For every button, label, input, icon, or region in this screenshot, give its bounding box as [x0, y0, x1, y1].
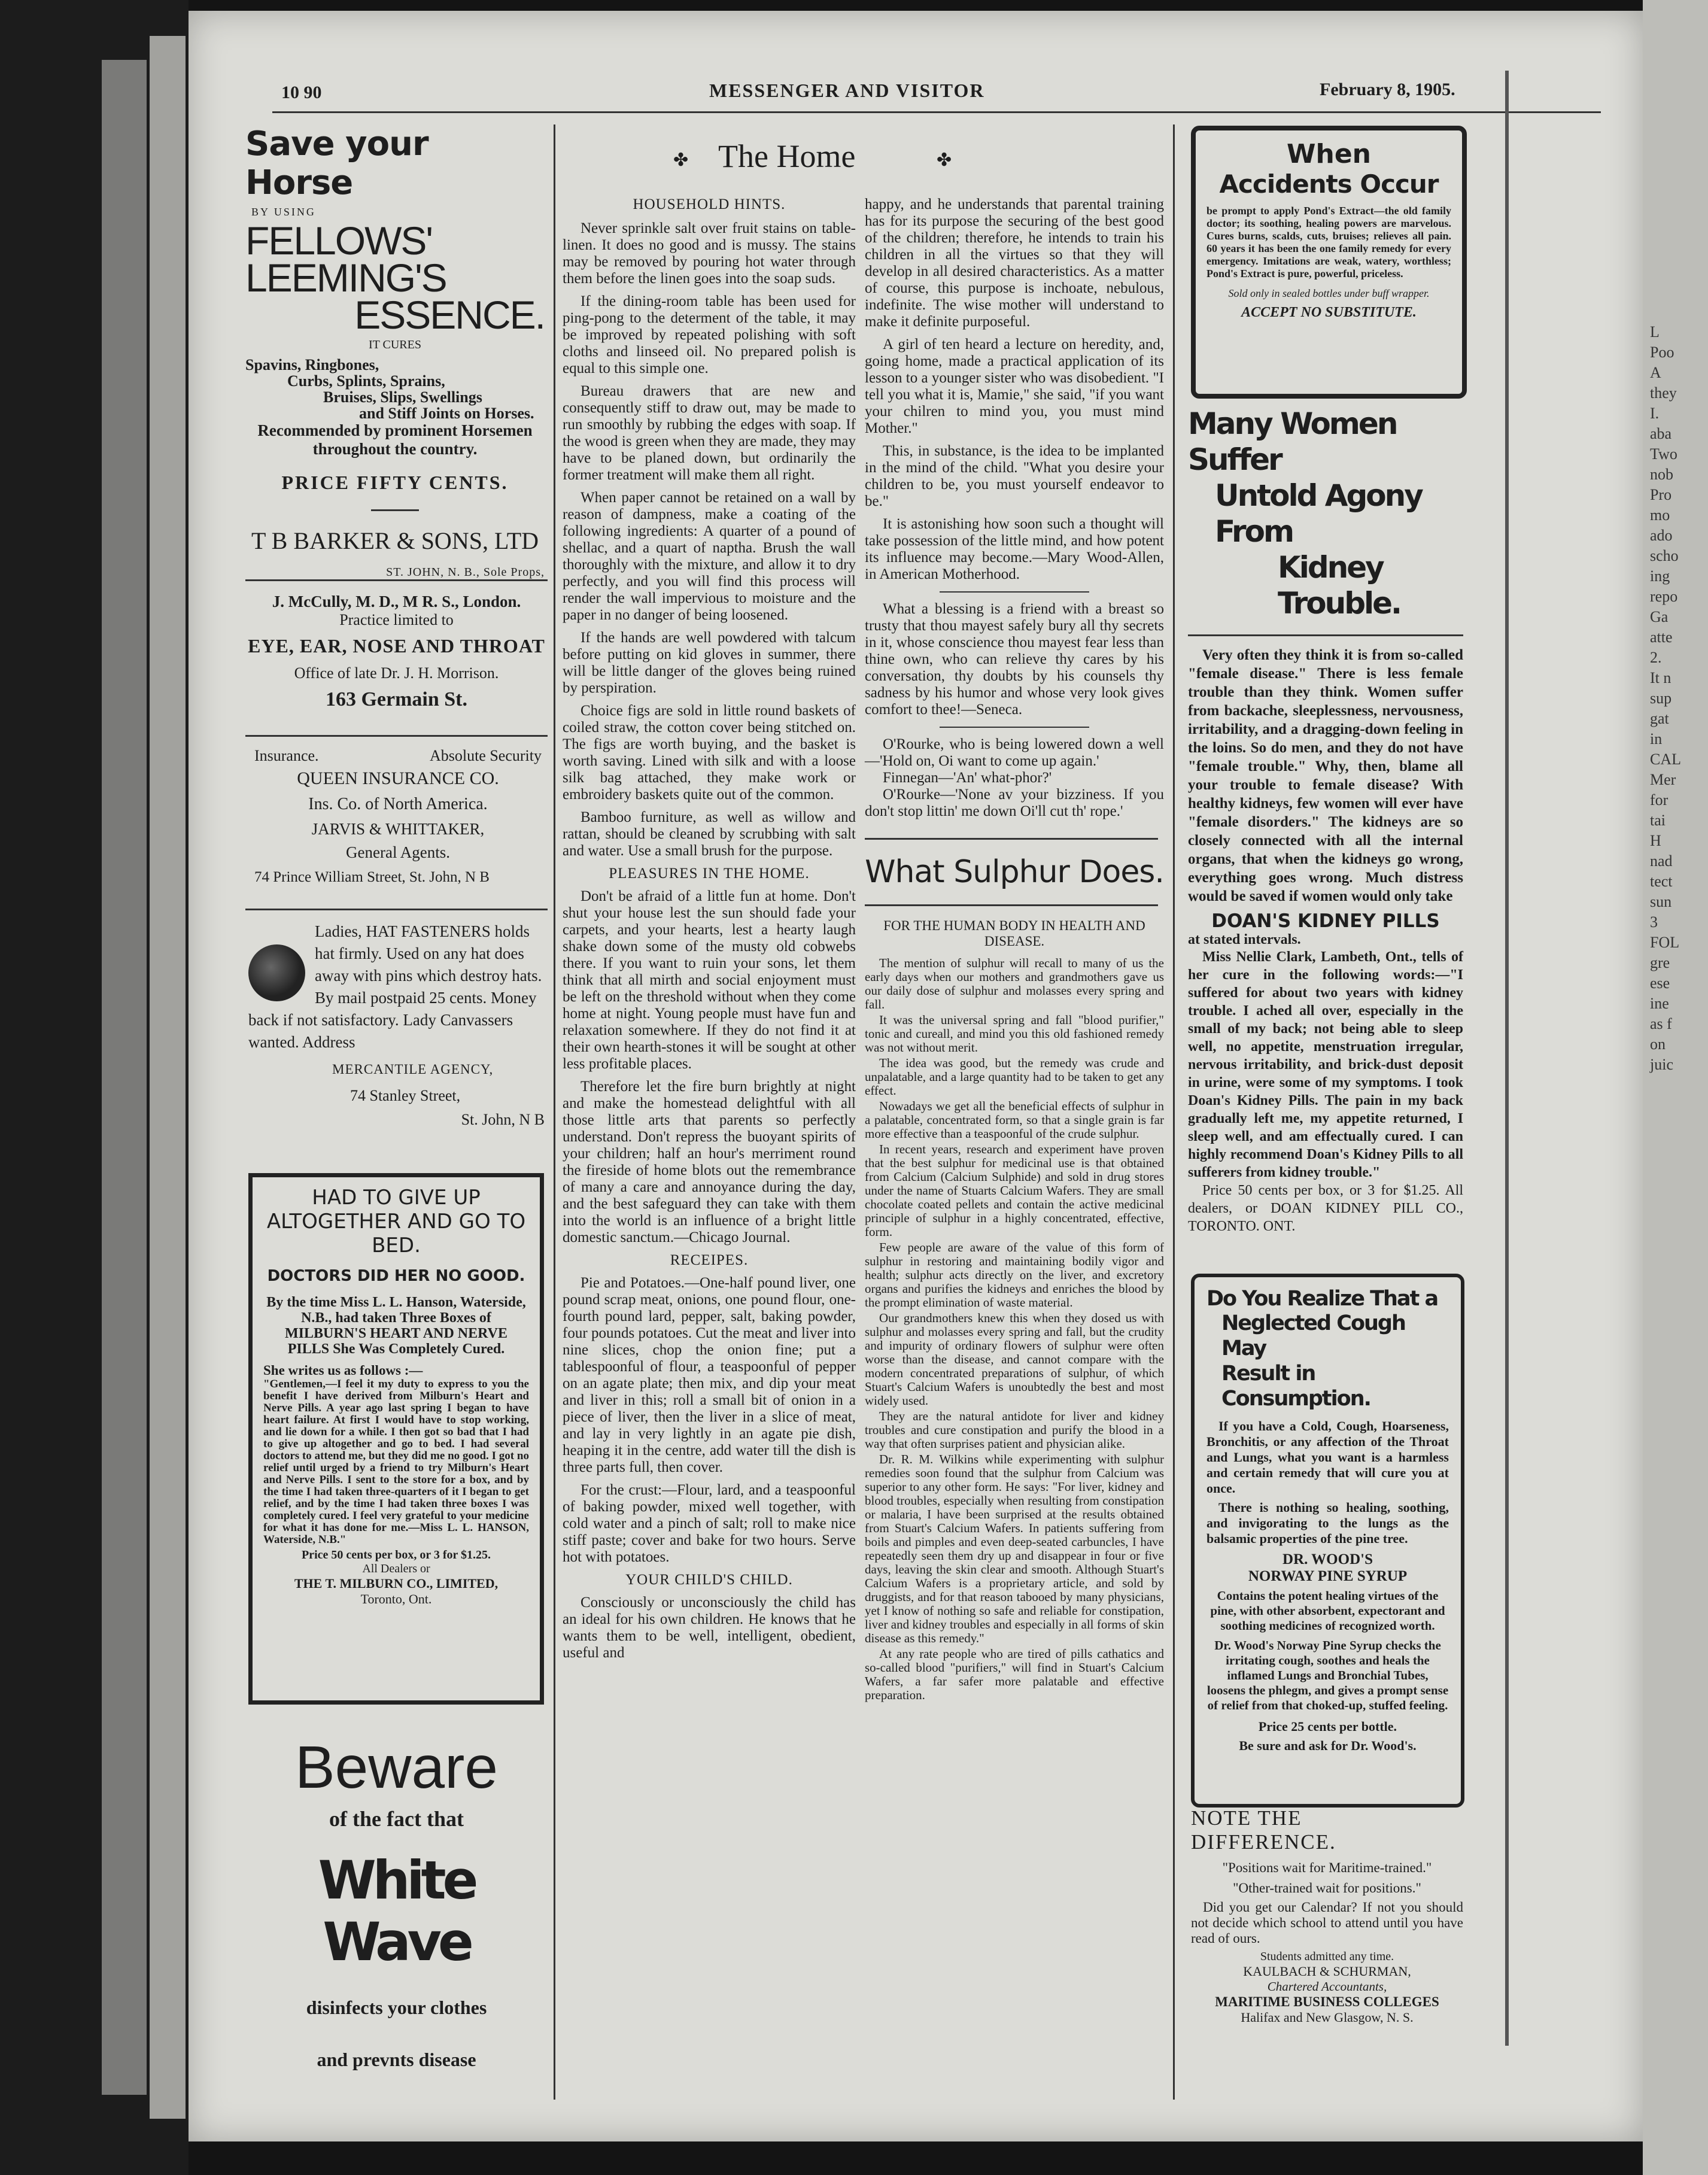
wood-head-2: Neglected Cough May	[1221, 1311, 1405, 1360]
white-wave-ad	[245, 1734, 548, 2071]
milburn-dealers: All Dealers or	[362, 1562, 430, 1575]
receipe-1: Pie and Potatoes.—One-half pound liver, one pound scrap meat, onions, one pound flour, one-fourth pound lard, pepper, salt, baking powder, four pounds potatoes. Cut the meat and liver into nine slices, chop the onion fine; put a tablespoonful of flour, a teaspoonful of pepper on an agate plate; then mix, and dip your meat and liver in this; roll a small bit of onion in a piece of liver, then the liver in a slice of meat, and lay in very lightly in an agate pie dish, heaping it in the centre, add water till the dish is three parts full, then cover.	[563, 1275, 856, 1475]
adjacent-page-fragment: sup	[1650, 689, 1672, 707]
divider	[940, 591, 1089, 593]
sulphur-para-6: Few people are aware of the value of this form of sulphur in restoring and maintaining bodily vigor and health; sulphur acts directly on the liver, and excretory organs and purifies the kidneys and enriches the blood by the prompt elimination of waste material.	[865, 1240, 1164, 1310]
doans-line-2: Untold Agony From	[1215, 478, 1422, 549]
wave-line-1: disinfects your clothes	[306, 1997, 487, 2018]
rule	[245, 735, 548, 737]
hint-7: Bamboo furniture, as well as willow and rattan, should be cleaned by scrubbing with salt and water. Use a small brush for the purpose.	[563, 809, 856, 859]
pleasures-para-2: Therefore let the fire burn brightly at night and make the homestead delightful with all those little arts that parents so perfectly understand. Don't repress the buoyant spirits of your children; half an hour's merriment round the fireside of home blots out the remembrance of many a care and annoyance during the day, and the best safeguard they can take with them into the world is an influence of a bright little domestic sanctum.—Chicago Journal.	[563, 1079, 856, 1246]
adjacent-page-fragment: nad	[1650, 852, 1673, 870]
sulphur-para-3: The idea was good, but the remedy was crude and unpalatable, and a large quantity had to be taken to get any effect.	[865, 1056, 1164, 1098]
milburn-intro: By the time Miss L. L. Hanson, Waterside, N.B., had taken Three Boxes of MILBURN'S HEART AND NERVE PILLS She Was Completely Cured.	[266, 1295, 526, 1357]
child-para-2: A girl of ten heard a lecture on heredity, and, going home, made a practical application of its lesson to a younger sister who was disobedient. "I tell you what it is, Mamie," she said, "if you want your chilren to mind you, you must mind Mother."	[865, 336, 1164, 436]
adjacent-page-fragment: H	[1650, 832, 1661, 849]
adjacent-page-fragment: nob	[1650, 466, 1673, 483]
sulphur-text	[865, 956, 1164, 1702]
adjacent-page-fragment: scho	[1650, 547, 1679, 564]
adjacent-page-fragment: 2.	[1650, 649, 1662, 666]
fellows-brand-1: FELLOWS'	[245, 218, 433, 263]
doans-testimony: Miss Nellie Clark, Lambeth, Ont., tells of her cure in the following words:—"I suffered for about two years with kidney trouble. I ached all over, especially in the small of my back; not being able to sleep well, no appetite, menstruation irregular, nervous irritability, and brick-dust deposit in urine, were some of my symptoms. I took Doan's Kidney Pills. The pain in my back gradually left me, my appetite returned, I sleep well, and am effectually cured. I can highly recommend Doan's Kidney Pills to all sufferers from kidney trouble."	[1188, 949, 1463, 1180]
child-para-4: It is astonishing how soon such a thought will take possession of the little mind, and how potent its influence may become.—Mary Wood-Allen, in American Motherhood.	[865, 516, 1164, 582]
adjacent-page-fragment: sun	[1650, 893, 1672, 910]
wood-syrup-ad	[1191, 1274, 1464, 1808]
divider	[371, 509, 419, 511]
pleasures-para-1: Don't be afraid of a little fun at home. Don't shut your house lest the sun should fade your carpets, and your hearts, lest a hearty laugh shake down some of the musty old cobwebs there. If you want to ruin your sons, let them think that all mirth and social enjoyment must be left on the threshold without when they come home at night. Young people must have fun and relaxation somewhere. If they do not find it at their own hearth-stones it will be sought at other less profitable places.	[563, 888, 856, 1072]
rule	[865, 838, 1158, 840]
note-city: Halifax and New Glasgow, N. S.	[1241, 2010, 1414, 2025]
note-body: Did you get our Calendar? If not you should not decide which school to attend until you have read of ours.	[1191, 1900, 1463, 1946]
child-para-1: happy, and he understands that parental training has for its purpose the securing of the best good of the children; therefore, he intends to train his children in all the virtues so that they will develop in all desired characteristics. As a matter of course, this purpose is inchoate, nebulous, indefinite. The wise mother will understand to make it definite purposeful.	[865, 196, 1164, 330]
column-rule-1	[554, 124, 555, 2100]
adjacent-page-fragment: mo	[1650, 506, 1670, 524]
milburn-city: Toronto, Ont.	[360, 1591, 432, 1606]
milburn-writes: She writes us as follows :—	[263, 1363, 423, 1378]
fellows-brand-3: ESSENCE.	[354, 293, 545, 337]
adjacent-page-fragment: A	[1650, 364, 1661, 381]
wave-brand: White Wave	[318, 1849, 475, 1973]
sulphur-para-10: At any rate people who are tired of pills cathatics and so-called blood "purifiers," will find in Stuart's Calcium Wafers, a far safer more palatable and effective preparation.	[865, 1647, 1164, 1702]
note-students: Students admitted any time.	[1260, 1950, 1394, 1963]
adjacent-page-fragment: Pro	[1650, 486, 1672, 503]
fellows-by-using: BY USING	[251, 206, 316, 218]
milburn-sub: DOCTORS DID HER NO GOOD.	[267, 1267, 525, 1285]
adjacent-page-fragment: repo	[1650, 588, 1678, 605]
fellows-maker: T B BARKER & SONS, LTD	[251, 527, 539, 554]
milburn-maker: THE T. MILBURN CO., LIMITED,	[294, 1576, 499, 1591]
adjacent-page-fragment: Mer	[1650, 771, 1676, 788]
wave-beware: Beware	[294, 1734, 499, 1801]
ponds-title-1: When	[1286, 139, 1372, 169]
note-quote-2: "Other-trained wait for positions."	[1233, 1881, 1421, 1895]
sulphur-para-4: Nowadays we get all the beneficial effects of sulphur in a palatable, concentrated form, so that a single grain is far more effective than a teaspoonful of the crude sulphur.	[865, 1099, 1164, 1141]
hat-fastener-text: Ladies, HAT FASTENERS holds hat firmly. Used on any hat does away with pins which destroy hats. By mail postpaid 25 cents. Money back if not satisfactory. Lady Canvassers wanted. Address	[248, 922, 542, 1051]
hint-5: If the hands are well powdered with talcum before putting on kid gloves in summer, there will be little danger of the gloves being ruined by perspiration.	[563, 630, 856, 696]
sulphur-sub: FOR THE HUMAN BODY IN HEALTH AND DISEASE.	[883, 918, 1145, 949]
wood-body-3: Contains the potent healing virtues of the pine, with other absorbent, expectorant and soothing medicines of recognized worth.	[1210, 1588, 1445, 1633]
wood-body-2: There is nothing so healing, soothing, and invigorating to the lungs as the balsamic properties of the pine tree.	[1206, 1500, 1449, 1546]
doans-line-1: Many Women Suffer	[1188, 406, 1397, 477]
wood-price: Price 25 cents per bottle.	[1258, 1719, 1397, 1734]
sulphur-para-2: It was the universal spring and fall "blood purifier," tonic and cureall, and mind you this old fashioned remedy was not without merit.	[865, 1013, 1164, 1055]
milburn-headline: HAD TO GIVE UP ALTOGETHER AND GO TO BED.	[266, 1186, 526, 1257]
note-title-2: DIFFERENCE.	[1191, 1830, 1336, 1854]
fellows-recommended: Recommended by prominent Horsemen	[257, 421, 533, 439]
home-column-right	[865, 196, 1164, 1704]
joke-line-3: O'Rourke—'None av your bizziness. If you don't stop littin' me down Oi'll cut th' rope.'	[865, 786, 1164, 819]
page-gutter-line	[1505, 71, 1509, 2046]
child-continued	[865, 196, 1164, 583]
sulphur-para-7: Our grandmothers knew this when they dosed us with sulphur and molasses every spring and fall, but the crudity and impurity of ordinary flowers of sulphur were often worse than the disease, and cannot compare with the modern concentrated preparations of sulphur, of which Stuart's Calcium Wafers is unoubtedly the best and most widely used.	[865, 1311, 1164, 1408]
fellows-maker-location: ST. JOHN, N. B., Sole Props,	[386, 566, 545, 579]
wood-body-4: Dr. Wood's Norway Pine Syrup checks the irritating cough, soothes and heals the inflamed Lungs and Bronchial Tubes, loosens the phlegm, and gives a prompt sense of relief from that choked-up, stuffed feeling.	[1206, 1638, 1449, 1712]
adjacent-page-fragment: in	[1650, 730, 1663, 748]
adjacent-page-fragment: they	[1650, 384, 1677, 402]
adjacent-page-fragment: I.	[1650, 405, 1660, 422]
child-text: Consciously or unconsciously the child has an ideal for his own children. He knows that he wants them to be well, intelligent, obedient, useful and	[563, 1594, 856, 1661]
paper-name: MESSENGER AND VISITOR	[709, 80, 985, 101]
hint-4: When paper cannot be retained on a wall by reason of dampness, make a coating of the following ingredients: A quarter of a pound of shellac, and a quart of naptha. Brush the wall thoroughly with the mixture, and allow it to dry perfectly, and you will find this process will render the wall impervious to moisture and the paper in no danger of being loosened.	[563, 490, 856, 623]
hat-fastener-ad	[248, 921, 545, 1129]
wood-product-1: DR. WOOD'S	[1282, 1551, 1373, 1568]
household-title: HOUSEHOLD HINTS.	[633, 196, 786, 212]
adjacent-page-fragment: 3	[1650, 913, 1658, 931]
friend-quote: What a blessing is a friend with a breast so trusty that thou mayest safely bury all thy secrets in it, whose conscience thou mayest fear less than thine own, who can relieve thy cares by his conversation, thy doubts by his counsels thy sadness by his humor and whose very look gives comfort to thee!—Seneca.	[865, 601, 1164, 718]
ponds-title-2: Accidents Occur	[1219, 169, 1439, 199]
wave-line-2: and prevnts disease	[317, 2049, 476, 2070]
adjacent-page-fragment: Ga	[1650, 608, 1669, 625]
cure-3: Bruises, Slips, Swellings	[323, 388, 482, 406]
book-edge-outer	[102, 60, 147, 2095]
rule	[865, 904, 1158, 906]
fellows-cures-list	[245, 357, 545, 421]
adjacent-page-fragment: atte	[1650, 628, 1673, 646]
rule	[245, 579, 548, 581]
child-title: YOUR CHILD'S CHILD.	[625, 1572, 793, 1588]
milburn-ad	[248, 1173, 544, 1705]
hat-agency: MERCANTILE AGENCY,	[332, 1062, 494, 1077]
wave-fact: of the fact that	[329, 1807, 464, 1831]
hint-3: Bureau drawers that are new and consequently stiff to draw out, may be made to run smoothly by rubbing the edges with soap. If the wood is green when they are made, they may have to be planed down, but ordinarily the former treatment will make them all right.	[563, 383, 856, 483]
insurance-agents-role: General Agents.	[346, 843, 450, 861]
fellows-ad	[245, 124, 545, 579]
cure-2: Curbs, Splints, Sprains,	[287, 372, 445, 390]
pleasures-text	[563, 888, 856, 1246]
doctor-office: Office of late Dr. J. H. Morrison.	[294, 664, 499, 682]
sulphur-para-9: Dr. R. M. Wilkins while experimenting with sulphur remedies soon found that the sulphur from Calcium was superior to any other form. He says: "For liver, kidney and blood troubles, especially when resulting from constipation or malaria, I have been surprised at the results obtained from Stuart's Calcium Wafers. In patients suffering from boils and pimples and even deep-seated carbuncles, I have repeatedly seen them dry up and disappear in four or five days, leaving the skin clear and smooth. Although Stuart's Calcium Wafers is a proprietary article, and sold by druggists, and for that reason tabooed by many physicians, yet I know of nothing so safe and reliable for constipation, liver and kidney troubles and especially in all forms of skin disease as this remedy."	[865, 1452, 1164, 1645]
book-edge-inner	[150, 36, 186, 2119]
doans-intervals: at stated intervals.	[1188, 932, 1301, 947]
pleasures-title: PLEASURES IN THE HOME.	[609, 865, 810, 882]
receipes-text	[563, 1275, 856, 1566]
rule	[1188, 634, 1463, 636]
adjacent-page-fragment: on	[1650, 1035, 1666, 1053]
adjacent-page-fragment: Two	[1650, 445, 1677, 463]
child-para-3: This, in substance, is the idea to be implanted in the mind of the child. "What you desire your children to be, you must yourself endeavor to be."	[865, 443, 1164, 509]
insurance-address: 74 Prince William Street, St. John, N B	[254, 869, 490, 885]
adjacent-page-fragment: ine	[1650, 995, 1669, 1012]
wood-body-1: If you have a Cold, Cough, Hoarseness, Bronchitis, or any affection of the Throat and Lungs, what you want is a harmless and certain remedy that will cure you at once.	[1206, 1418, 1449, 1496]
milburn-letter: "Gentlemen,—I feel it my duty to express to you the benefit I have derived from Milburn's Heart and Nerve Pills. A year ago last spring I began to have heart failure. At first I would have to stop working, and lie down for a while. I then got so bad that I had to give up altogether and go to bed. I had several doctors to attend me, but they did me no good. I got no relief until urged by a friend to try Milburn's Heart and Nerve Pills. I sent to the store for a box, and by the time I had taken three-quarters of it I began to get relief, and by the time I had taken three boxes I was completely cured. I feel very grateful to your medicine for what it has done for me.—Miss L. L. HANSON, Waterside, N.B."	[263, 1378, 529, 1546]
sulphur-para-5: In recent years, research and experiment have proven that the best sulphur for medicinal use is that obtained from Calcium (Calcium Sulphide) and sold in drug stores under the name of Stuarts Calcium Wafers. They are small chocolate coated pellets and contain the active medicinal principle of sulphur in a highly concentrated, effective, form.	[865, 1142, 1164, 1239]
adjacent-page-fragment: FOL	[1650, 934, 1680, 951]
hat-fastener-icon	[248, 944, 305, 1001]
insurance-left: Insurance.	[254, 747, 319, 764]
joke-line-2: Finnegan—'An' what-phor?'	[883, 770, 1052, 786]
adjacent-page-fragment: ing	[1650, 567, 1670, 585]
fellows-recommended-2: throughout the country.	[312, 440, 478, 458]
note-quote-1: "Positions wait for Maritime-trained."	[1222, 1860, 1432, 1875]
doctor-practice: Practice limited to	[339, 611, 454, 628]
doans-body: Very often they think it is from so-called "female disease." There is less female trouble than they think. Women suffer from backache, sleeplessness, nervousness, irritability, and a dragging-down feeling in the loins. So do men, and they do not have "female trouble." Why, then, blame all your trouble to female disease? With healthy kidneys, few women will ever have "female disorders." The kidneys are so closely connected with all the internal organs, that when the kidneys go wrong, everything goes wrong. Much distress would be saved if women would only take	[1188, 647, 1463, 904]
issue-date: February 8, 1905.	[1320, 80, 1455, 99]
ornament-left-icon: ✤	[673, 150, 689, 170]
note-college: MARITIME BUSINESS COLLEGES	[1215, 1994, 1439, 2009]
cure-4: and Stiff Joints on Horses.	[359, 405, 534, 422]
fellows-price: PRICE FIFTY CENTS.	[281, 472, 509, 493]
adjacent-page-strip	[1643, 0, 1708, 2175]
adjacent-page-fragment: ese	[1650, 974, 1670, 992]
newspaper-page	[189, 11, 1643, 2141]
hint-6: Choice figs are sold in little round baskets of coiled straw, the cotton cover being stitched on. The figs are worth buying, and the basket is worth saving. Lined with silk and with a loose silk bag attached, they make work or embroidery baskets quite out of the common.	[563, 703, 856, 803]
sulphur-title: What Sulphur Does.	[865, 854, 1164, 890]
doctor-name: J. McCully, M. D., M R. S., London.	[272, 593, 521, 610]
adjacent-page-fragment: ado	[1650, 527, 1673, 544]
adjacent-page-fragment: It n	[1650, 669, 1671, 686]
ponds-accept: ACCEPT NO SUBSTITUTE.	[1241, 305, 1417, 320]
cure-1: Spavins, Ringbones,	[245, 356, 379, 373]
note-title-1: NOTE THE	[1191, 1806, 1302, 1830]
rule	[245, 909, 548, 910]
household-hints	[563, 220, 856, 859]
hat-street: 74 Stanley Street,	[350, 1087, 461, 1104]
ponds-ad	[1191, 126, 1467, 399]
home-title: The Home	[718, 138, 856, 174]
adjacent-page-fragment: Poo	[1650, 344, 1674, 361]
doctor-address: 163 Germain St.	[325, 688, 468, 710]
note-firm-2: Chartered Accountants,	[1267, 1979, 1387, 1994]
wood-ask: Be sure and ask for Dr. Wood's.	[1239, 1738, 1417, 1753]
hint-1: Never sprinkle salt over fruit stains on table-linen. It does no good and is mussy. The stains may be removed by pouring hot water through them before the linen goes into the soap suds.	[563, 220, 856, 287]
doans-product: DOAN'S KIDNEY PILLS	[1211, 910, 1440, 932]
orourke-joke	[865, 736, 1164, 820]
adjacent-page-fragment: tai	[1650, 812, 1666, 829]
milburn-price: Price 50 cents per box, or 3 for $1.25.	[301, 1548, 491, 1562]
business-college-ad	[1191, 1806, 1463, 2025]
insurance-ad	[254, 747, 542, 886]
page-number: 10 90	[281, 83, 322, 102]
hat-city: St. John, N B	[461, 1111, 545, 1128]
ornament-right-icon: ✤	[937, 150, 952, 170]
doans-price: Price 50 cents per box, or 3 for $1.25. All dealers, or DOAN KIDNEY PILL CO., TORONTO. ONT.	[1188, 1183, 1463, 1234]
fellows-it-cures: IT CURES	[369, 338, 421, 351]
adjacent-page-fragment: gre	[1650, 954, 1670, 971]
insurance-company: QUEEN INSURANCE CO.	[297, 768, 499, 788]
hint-2: If the dining-room table has been used for ping-pong to the determent of the table, it may be improved by repeated polishing with soft cloths and linseed oil. No prepared polish is equal to this simple one.	[563, 293, 856, 376]
fellows-title: Save your Horse	[245, 124, 428, 202]
doans-line-3: Kidney Trouble.	[1278, 550, 1401, 621]
insurance-right: Absolute Security	[429, 747, 542, 764]
adjacent-page-fragment: CAL	[1650, 751, 1681, 768]
note-firm: KAULBACH & SCHURMAN,	[1243, 1964, 1411, 1979]
wood-product-2: NORWAY PINE SYRUP	[1248, 1568, 1408, 1584]
adjacent-page-fragment: L	[1650, 323, 1660, 341]
adjacent-page-fragment: as f	[1650, 1015, 1672, 1032]
insurance-company-2: Ins. Co. of North America.	[308, 795, 488, 813]
receipe-2: For the crust:—Flour, lard, and a teaspoonful of baking powder, mixed well together, with cold water and a pinch of salt; roll to make nice stiff paste; cover and bake for two hours. Serve hot with potatoes.	[563, 1482, 856, 1565]
adjacent-page-fragment: tect	[1650, 873, 1673, 890]
sulphur-para-1: The mention of sulphur will recall to many of us the early days when our mothers and grandmothers gave us our daily dose of sulphur and molasses every spring and fall.	[865, 956, 1164, 1011]
adjacent-page-fragment: aba	[1650, 425, 1672, 442]
ponds-body: be prompt to apply Pond's Extract—the old family doctor; its soothing, healing powers are marvelous. Cures burns, scalds, cuts, bruises; relieves all pain. 60 years it has been the one family remedy for every emergency. Imitations are weak, watery, worthless; Pond's Extract is pure, powerful, priceless.	[1206, 205, 1451, 280]
wood-head-3: Result in Consumption.	[1221, 1362, 1370, 1411]
doans-ad	[1188, 406, 1463, 1235]
divider	[940, 727, 1089, 728]
column-rule-3	[1173, 124, 1175, 2100]
receipes-title: RECEIPES.	[670, 1252, 749, 1268]
adjacent-page-fragment: juic	[1650, 1056, 1673, 1073]
doctor-ad	[245, 593, 548, 711]
home-column-left	[563, 196, 856, 1661]
adjacent-page-fragment: for	[1650, 791, 1669, 809]
header-rule	[272, 111, 1601, 113]
sulphur-para-8: They are the natural antidote for liver and kidney troubles and cure constipation and purify the blood in a way that often surprises patient and physician alike.	[865, 1409, 1164, 1451]
ponds-sold: Sold only in sealed bottles under buff wrapper.	[1228, 287, 1430, 299]
joke-line-1: O'Rourke, who is being lowered down a well—'Hold on, Oi want to come up again.'	[865, 736, 1164, 769]
insurance-agents: JARVIS & WHITTAKER,	[311, 820, 485, 838]
doctor-specialty: EYE, EAR, NOSE AND THROAT	[248, 635, 545, 657]
wood-head-1: Do You Realize That a	[1206, 1287, 1438, 1311]
adjacent-page-fragment: gat	[1650, 710, 1669, 727]
fellows-brand-2: LEEMING'S	[245, 256, 446, 300]
